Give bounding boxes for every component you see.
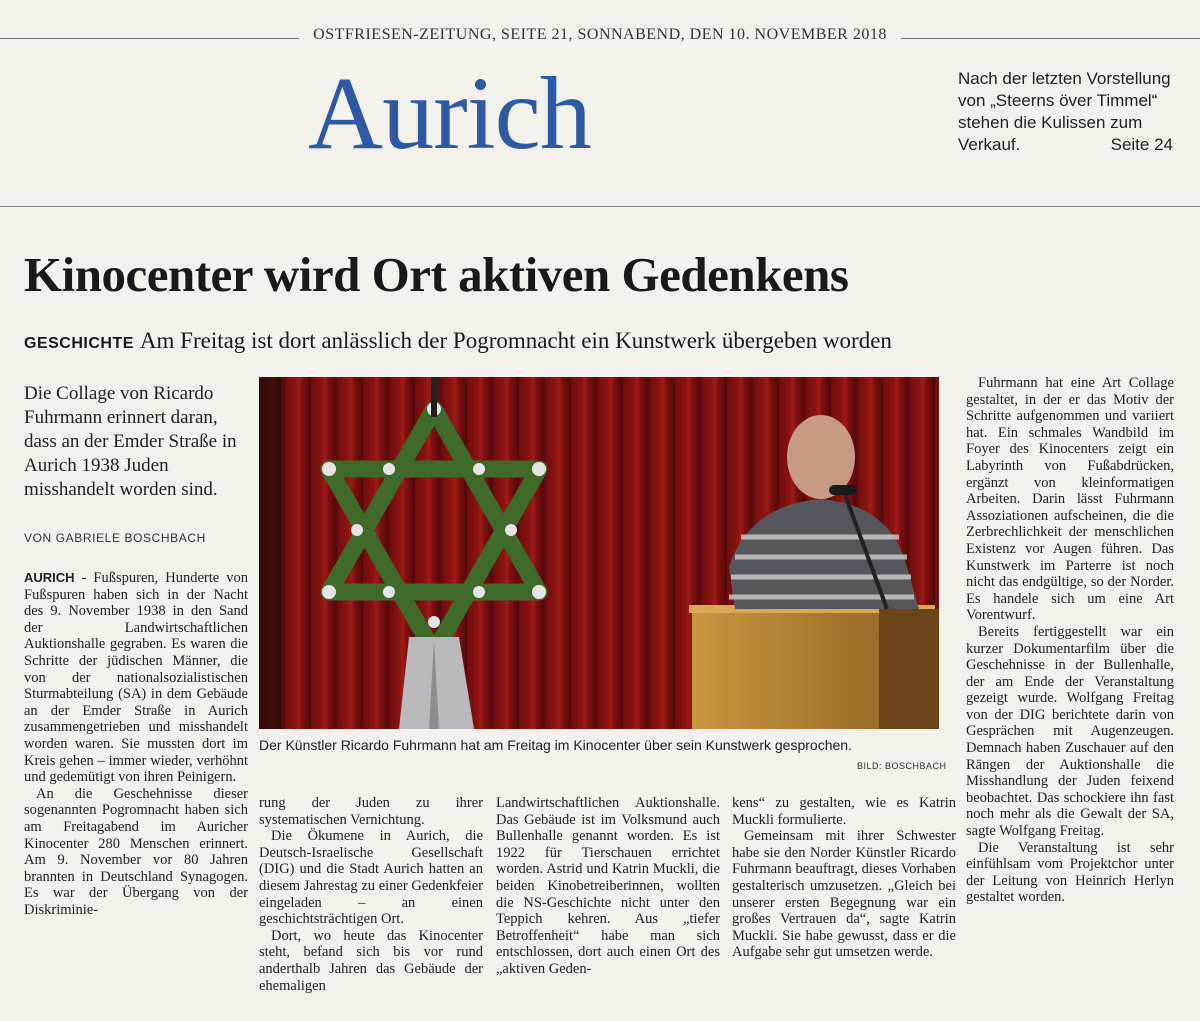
byline: VON GABRIELE BOSCHBACH xyxy=(24,531,206,545)
column-1 xyxy=(24,570,248,918)
column-2 xyxy=(259,795,483,994)
paragraph: AURICH - Fußspuren, Hunderte von Fußspuren haben sich in der Nacht des 9. November 1938 in den Sand der Landwirtschaftlichen Auktionshalle gegraben. Es waren die Schritte der jüdischen Männer, die von der nationalsozialistischen Sturmabteilung (SA) in dem Gebäude an der Emder Straße in Aurich zusammengetrieben und misshandelt worden waren. Sie mussten dort im Kreis gehen – immer wieder, verhöhnt und gedemütigt von ihren Peinigern. xyxy=(24,570,248,786)
paragraph: Fuhrmann hat eine Art Collage gestaltet, in der er das Motiv der Schritte aufgenommen und variiert hat. Ein schmales Wandbild im Foyer des Kinocenters zeigt ein Labyrinth von Fußabdrücken, ergänzt von kleinformatigen Arbeiten. Darin lässt Fuhrmann Assoziationen aufscheinen, die die Zerbrechlichkeit der menschlichen Existenz vor Augen führen. Das Kunstwerk im Parterre ist noch nicht das endgültige, so der Norder. Es handele sich um eine Art Vorentwurf. xyxy=(966,375,1174,624)
headline: Kinocenter wird Ort aktiven Gedenkens xyxy=(24,247,849,302)
article-photo xyxy=(259,377,939,729)
teaser-text: Nach der letzten Vorstellung von „Steerns över Timmel“ stehen die Kulissen zum Verkauf. xyxy=(958,69,1171,154)
dateline: AURICH xyxy=(24,570,75,585)
column-3 xyxy=(496,795,720,978)
paragraph: Landwirtschaftlichen Auktionshalle. Das Gebäude ist im Volksmund auch Bullenhalle genannt worden. Es ist 1922 für Tierschauen errichtet worden. Astrid und Katrin Muckli, die beiden Kinobetreiberinnen, wollten die NS-Geschichte nicht unter den Teppich kehren. Aus „tiefer Betroffenheit“ habe man sich entschlossen, dort auch einen Ort des „aktiven Geden- xyxy=(496,795,720,977)
paragraph: Bereits fertiggestellt war ein kurzer Dokumentarfilm über die Geschehnisse in der Bullenhalle, der am Ende der Veranstaltung gezeigt wurde. Wolfgang Freitag von der DIG berichtete darin von Gesprächen mit Augenzeugen. Demnach haben Zuschauer auf den Rängen der Auktionshalle die Misshandlung der Juden feixend beobachtet. Das schockiere ihn fast noch mehr als die Gewalt der SA, sagte Wolfgang Freitag. xyxy=(966,623,1174,840)
teaser-box[interactable] xyxy=(958,68,1173,156)
section-title: Aurich xyxy=(308,56,591,171)
paragraph: An die Geschehnisse dieser sogenannten Pogromnacht haben sich am Freitagabend im Auricher Kinocenter 280 Menschen erinnert. Am 9. November vor 80 Jahren brannten in Deutschland Synagogen. Es war der Übergang von der Diskriminie- xyxy=(24,785,248,918)
paragraph: Gemeinsam mit ihrer Schwester habe sie den Norder Künstler Ricardo Fuhrmann beauftragt, dieses Vorhaben gestalterisch umzusetzen. „Gleich bei unserer ersten Begegnung war ein großes Vertrauen da“, sagte Katrin Muckli. Sie habe gewusst, dass er die Aufgabe sehr gut umsetzen werde. xyxy=(732,828,956,961)
subheadline-text: Am Freitag ist dort anlässlich der Pogromnacht ein Kunstwerk übergeben worden xyxy=(139,328,892,353)
paragraph: kens“ zu gestalten, wie es Katrin Muckli formulierte. xyxy=(732,795,956,828)
subheadline xyxy=(24,327,892,358)
column-4 xyxy=(732,795,956,961)
paragraph: Die Veranstaltung ist sehr einfühlsam vom Projektchor unter der Leitung von Heinrich Herlyn gestaltet worden. xyxy=(966,839,1174,906)
column-5 xyxy=(966,375,1174,906)
photo-credit: BILD: BOSCHBACH xyxy=(857,761,947,771)
photo-caption: Der Künstler Ricardo Fuhrmann hat am Freitag im Kinocenter über sein Kunstwerk gesprochen. xyxy=(259,737,852,753)
page-header: OSTFRIESEN-ZEITUNG, SEITE 21, SONNABEND, DEN 10. NOVEMBER 2018 xyxy=(0,26,1200,44)
paragraph: Die Ökumene in Aurich, die Deutsch-Israelische Gesellschaft (DIG) und die Stadt Aurich hatten an diesem Jahrestag zu einer Gedenkfeier eingeladen – an einen geschichtsträchtigen Ort. xyxy=(259,828,483,928)
section-rule xyxy=(0,206,1200,207)
teaser-page-ref: Seite 24 xyxy=(1110,135,1173,154)
paragraph: rung der Juden zu ihrer systematischen Vernichtung. xyxy=(259,795,483,828)
kicker: GESCHICHTE xyxy=(24,335,134,352)
paragraph: Dort, wo heute das Kinocenter steht, befand sich bis vor rund anderthalb Jahren das Gebäude der ehemaligen xyxy=(259,927,483,994)
lead-text: Die Collage von Ricardo Fuhrmann erinnert daran, dass an der Emder Straße in Aurich 1938 Juden misshandelt worden sind. xyxy=(24,383,237,500)
